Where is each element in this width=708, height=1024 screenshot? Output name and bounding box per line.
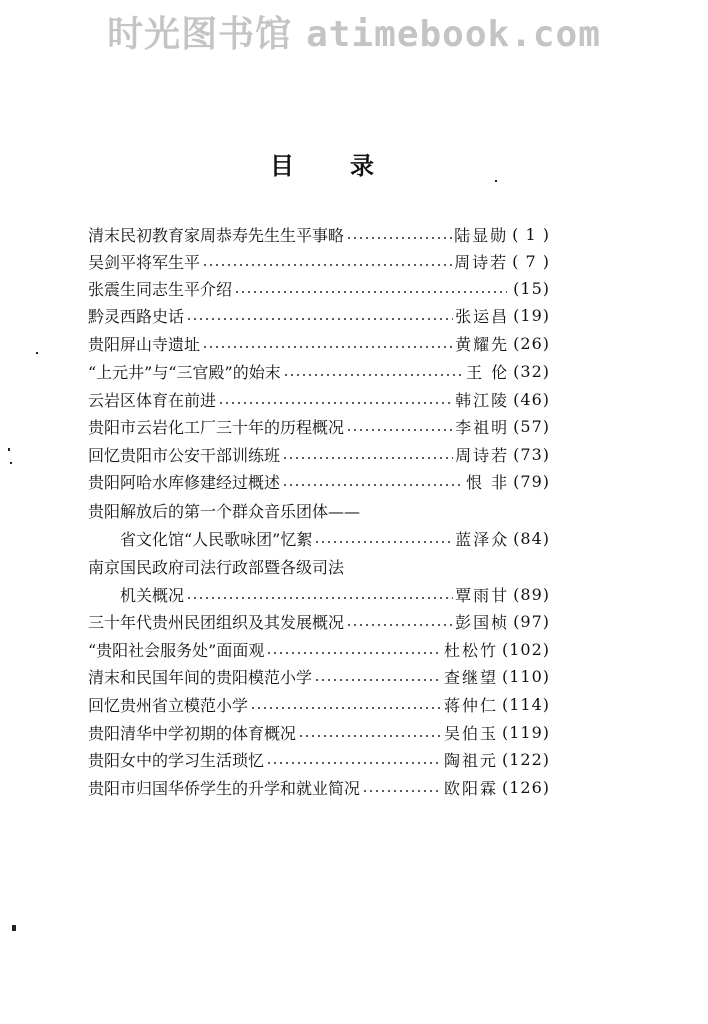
toc-entry-first-line[interactable] [88,553,550,579]
entry-author: 蒋仲仁 [443,695,498,715]
entry-author: 韩江陵 [455,390,510,410]
entry-page: (46) [513,389,550,409]
entry-page: (57) [513,416,550,436]
entry-title: 贵阳阿哈水库修建经过概述 [88,472,281,492]
toc-entry[interactable] [88,221,550,247]
entry-title: 贵阳市云岩化工厂三十年的历程概况 [88,417,345,437]
leader-dots [234,291,507,293]
toc-entry[interactable] [88,746,550,772]
scan-speck [495,180,497,182]
entry-author: 欧阳霖 [443,778,498,798]
entry-page: (32) [513,361,550,381]
leader-dots [266,652,442,654]
entry-page: (114) [501,694,550,714]
entry-title: 回忆贵州省立模范小学 [88,695,249,715]
entry-page: (19) [513,305,550,325]
leader-dots [202,346,453,348]
entry-title: 吴剑平将军生平 [88,252,201,272]
entry-page: ( 7 ) [512,251,550,271]
entry-title: 贵阳屏山寺遗址 [88,334,201,354]
scan-speck [10,462,12,464]
entry-page: (102) [501,639,550,659]
leader-dots [298,735,442,737]
entry-page: (84) [513,528,550,548]
leader-dots [282,457,453,459]
entry-page: (15) [513,278,550,298]
entry-title: 三十年代贵州民团组织及其发展概况 [88,612,345,632]
toc-entry[interactable] [88,358,550,384]
entry-title-continued: 省文化馆“人民歌咏团”忆絮 [120,529,313,549]
entry-author: 周诗若 [454,252,509,272]
entry-author: 彭国桢 [455,612,510,632]
leader-dots [346,624,453,626]
entry-author: 黄耀先 [455,334,510,354]
entry-author: 覃雨甘 [455,585,510,605]
leader-dots [202,264,452,266]
entry-author: 吴伯玉 [443,723,498,743]
toc-entry[interactable] [88,774,550,800]
leader-dots [314,679,442,681]
toc-entry[interactable] [88,468,550,494]
entry-author: 查继望 [443,667,498,687]
toc-entry[interactable] [88,719,550,745]
leader-dots [346,237,452,239]
entry-page: (89) [513,584,550,604]
leader-dots [282,484,464,486]
watermark-en: atimebook.com [306,14,601,55]
entry-page: (110) [501,666,550,686]
leader-dots [283,374,464,376]
entry-page: (79) [513,471,550,491]
entry-page: ( 1 ) [512,224,550,244]
toc-entry[interactable] [88,386,550,412]
entry-page: (126) [501,777,550,797]
page-title: 目录 [270,151,430,180]
entry-title-continued: 机关概况 [120,585,185,605]
toc-entry[interactable] [88,248,550,274]
entry-author: 王 伦 [466,362,510,382]
toc-entry[interactable] [88,275,550,301]
entry-author: 张运昌 [455,306,510,326]
leader-dots [250,707,442,709]
entry-author: 陶祖元 [443,750,498,770]
entry-author: 蓝泽众 [455,529,510,549]
leader-dots [186,318,453,320]
toc-entry[interactable] [88,636,550,662]
entry-author: 恨 非 [466,472,510,492]
entry-author: 李祖明 [455,417,510,437]
entry-page: (122) [501,749,550,769]
entry-title: 贵阳市归国华侨学生的升学和就业简况 [88,778,361,798]
entry-author: 周诗若 [455,445,510,465]
entry-page: (73) [513,444,550,464]
entry-title: 回忆贵阳市公安干部训练班 [88,445,281,465]
entry-page: (26) [513,333,550,353]
entry-title: 贵阳解放后的第一个群众音乐团体—— [88,501,361,521]
entry-title: 张震生同志生平介绍 [88,279,233,299]
entry-title: 贵阳清华中学初期的体育概况 [88,723,297,743]
entry-title: 清末民初教育家周恭寿先生生平事略 [88,225,345,245]
entry-title: 南京国民政府司法行政部暨各级司法 [88,557,345,577]
toc-entry-first-line[interactable] [88,497,550,523]
entry-title: 贵阳女中的学习生活琐忆 [88,750,265,770]
entry-title: 清末和民国年间的贵阳模范小学 [88,667,313,687]
entry-author: 陆显勋 [454,225,509,245]
entry-author: 杜松竹 [443,640,498,660]
toc-entry[interactable] [88,413,550,439]
toc-entry[interactable] [88,608,550,634]
toc-entry[interactable] [120,525,550,551]
entry-title: 云岩区体育在前进 [88,390,217,410]
toc-entry[interactable] [88,441,550,467]
toc-entry[interactable] [120,581,550,607]
watermark-cn: 时光图书馆 [107,14,293,55]
entry-title: “贵阳社会服务处”面面观 [88,640,265,660]
leader-dots [186,597,453,599]
toc-entry[interactable] [88,330,550,356]
scan-speck [36,352,38,354]
scan-speck [12,925,16,931]
leader-dots [266,762,442,764]
leader-dots [346,429,453,431]
scan-speck [8,448,10,451]
toc-entry[interactable] [88,691,550,717]
leader-dots [218,402,453,404]
toc-entry[interactable] [88,302,550,328]
entry-page: (119) [501,722,550,742]
entry-title: 黔灵西路史话 [88,306,185,326]
entry-title: “上元井”与“三官殿”的始末 [88,362,281,382]
leader-dots [314,541,453,543]
entry-page: (97) [513,611,550,631]
leader-dots [362,790,442,792]
toc-entry[interactable] [88,663,550,689]
